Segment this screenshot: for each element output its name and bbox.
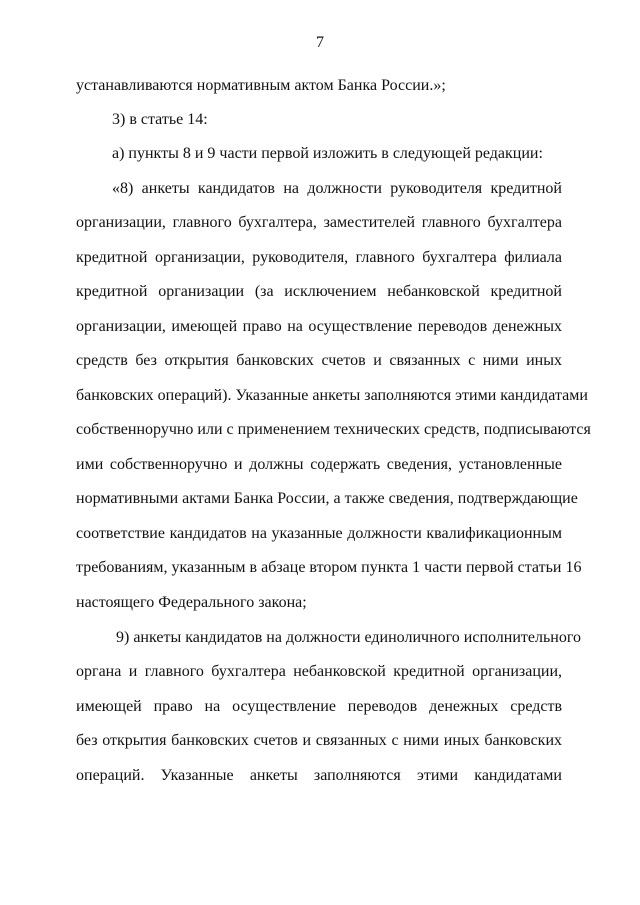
text-line: 9) анкеты кандидатов на должности единоличного исполнительного: [116, 629, 582, 646]
text-line: кредитной организации, руководителя, главного бухгалтера филиала: [76, 249, 562, 266]
text-line: кредитной организации (за исключением небанковской кредитной: [76, 283, 562, 300]
text-line: банковских операций). Указанные анкеты заполняются этими кандидатами: [76, 387, 588, 404]
text-line: без открытия банковских счетов и связанных с ними иных банковских: [76, 732, 562, 749]
text-line: органа и главного бухгалтера небанковской кредитной организации,: [76, 663, 562, 680]
text-line: организации, главного бухгалтера, заместителей главного бухгалтера: [76, 214, 562, 231]
text-line: настоящего Федерального закона;: [76, 594, 307, 611]
text-line: устанавливаются нормативным актом Банка России.»;: [76, 77, 446, 94]
text-line: 3) в статье 14:: [112, 111, 208, 128]
page-number: 7: [316, 34, 324, 51]
text-line: имеющей право на осуществление переводов денежных средств: [76, 698, 562, 715]
text-line: нормативными актами Банка России, а также сведения, подтверждающие: [76, 490, 578, 507]
text-line: требованиям, указанным в абзаце втором пункта 1 части первой статьи 16: [76, 559, 582, 576]
text-line: средств без открытия банковских счетов и связанных с ними иных: [76, 352, 562, 369]
text-line: собственноручно или с применением технических средств, подписываются: [76, 421, 591, 438]
text-line: соответствие кандидатов на указанные должности квалификационным: [76, 525, 562, 542]
text-line: «8) анкеты кандидатов на должности руководителя кредитной: [112, 180, 562, 197]
text-line: а) пункты 8 и 9 части первой изложить в следующей редакции:: [112, 145, 543, 162]
text-line: организации, имеющей право на осуществление переводов денежных: [76, 318, 562, 335]
text-line: операций. Указанные анкеты заполняются этими кандидатами: [76, 767, 562, 784]
text-line: ими собственноручно и должны содержать сведения, установленные: [76, 456, 562, 473]
